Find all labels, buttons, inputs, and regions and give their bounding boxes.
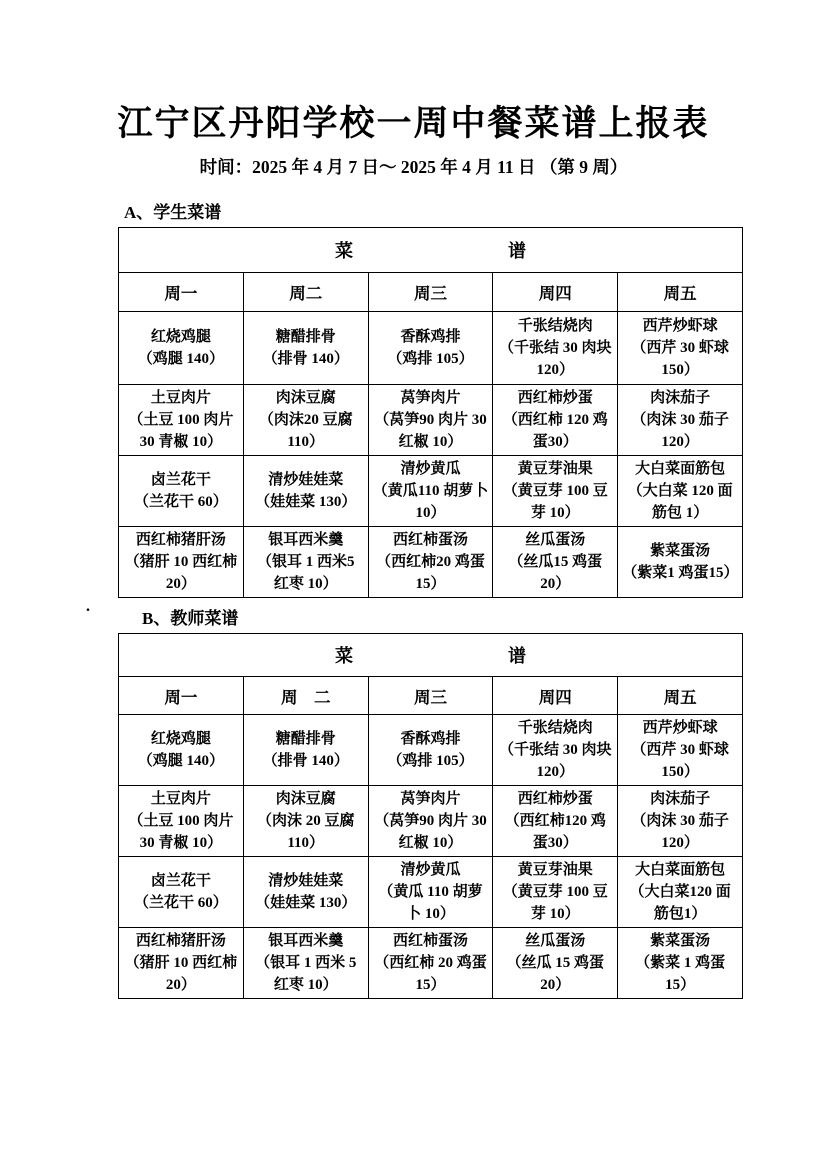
menu-cell [368, 786, 493, 857]
dish-name: 土豆肉片 [150, 791, 211, 807]
dish-name: 香酥鸡排 [400, 731, 461, 747]
menu-title-char-second: 谱 [508, 646, 526, 666]
dish-amount: （排骨 140） [262, 753, 349, 769]
dish-name: 大白菜面筋包 [635, 862, 726, 878]
dish-name: 紫菜蛋汤 [650, 933, 711, 949]
menu-cell [493, 928, 618, 999]
dish-name: 清炒黄瓜 [400, 862, 461, 878]
menu-cell [493, 715, 618, 786]
dish-name: 西红柿猪肝汤 [135, 532, 226, 548]
menu-cell [493, 527, 618, 598]
menu-cell [119, 312, 244, 385]
menu-cell [243, 456, 368, 527]
dish-amount: （西红柿20 鸡蛋 15） [376, 554, 485, 592]
dish-amount: （西芹 30 虾球 150） [631, 340, 729, 378]
dish-amount: （西芹 30 虾球 150） [631, 742, 729, 780]
menu-table [118, 227, 743, 598]
stray-period: . [86, 598, 90, 615]
menu-cell [618, 385, 743, 456]
dish-name: 糖醋排骨 [275, 731, 336, 747]
menu-table-title-cell [119, 634, 743, 677]
menu-cell [368, 715, 493, 786]
dish-name: 清炒娃娃菜 [268, 472, 344, 488]
day-header-2: 周 二 [243, 677, 368, 715]
menu-cell [119, 857, 244, 928]
menu-cell [243, 715, 368, 786]
day-header-5: 周五 [618, 677, 743, 715]
dish-name: 清炒黄瓜 [400, 461, 461, 477]
menu-cell [618, 456, 743, 527]
dish-amount: （紫菜1 鸡蛋15） [622, 565, 739, 581]
menu-cell [618, 786, 743, 857]
menu-table [118, 633, 743, 999]
day-header-2: 周二 [243, 273, 368, 312]
dish-amount: （黄豆芽 100 豆芽 10） [502, 884, 608, 922]
dish-amount: （黄瓜 110 胡萝卜 10） [378, 884, 483, 922]
menu-cell [368, 928, 493, 999]
day-header-4: 周四 [493, 677, 618, 715]
dish-name: 莴笋肉片 [400, 791, 461, 807]
dish-amount: （丝瓜15 鸡蛋20） [508, 554, 603, 592]
dish-amount: （鸡腿 140） [137, 753, 225, 769]
dish-name: 银耳西米羹 [268, 532, 344, 548]
menu-cell [119, 385, 244, 456]
menu-cell [119, 928, 244, 999]
dish-name: 黄豆芽油果 [517, 862, 593, 878]
teacher-menu-table [118, 633, 743, 999]
dish-name: 西红柿猪肝汤 [135, 933, 226, 949]
menu-cell [243, 312, 368, 385]
menu-cell [368, 527, 493, 598]
dish-amount: （肉沫 30 茄子 120） [631, 412, 729, 450]
menu-cell [368, 385, 493, 456]
dish-name: 丝瓜蛋汤 [525, 532, 586, 548]
menu-cell [119, 456, 244, 527]
student-menu-table [118, 227, 743, 598]
dish-amount: （肉沫 30 茄子 120） [631, 813, 729, 851]
menu-cell [243, 527, 368, 598]
dish-amount: （猪肝 10 西红柿 20） [124, 955, 238, 993]
dish-name: 西红柿蛋汤 [392, 532, 468, 548]
dish-name: 卤兰花干 [150, 873, 211, 889]
day-header-4: 周四 [493, 273, 618, 312]
menu-cell [618, 312, 743, 385]
dish-name: 莴笋肉片 [400, 390, 461, 406]
dish-name: 黄豆芽油果 [517, 461, 593, 477]
dish-amount: （千张结 30 肉块 120） [499, 742, 612, 780]
dish-name: 肉沫豆腐 [275, 390, 336, 406]
dish-name: 肉沫茄子 [650, 791, 711, 807]
menu-cell [119, 715, 244, 786]
dish-amount: （土豆 100 肉片 30 青椒 10） [128, 813, 234, 851]
dish-amount: （千张结 30 肉块 120） [499, 340, 612, 378]
menu-cell [493, 857, 618, 928]
dish-amount: （大白菜120 面筋包1） [629, 884, 731, 922]
dish-amount: （西红柿 20 鸡蛋 15） [374, 955, 487, 993]
menu-table-title-cell [119, 228, 743, 273]
menu-cell [493, 456, 618, 527]
dish-name: 西红柿蛋汤 [392, 933, 468, 949]
dish-amount: （银耳 1 西米5 红枣 10） [256, 554, 355, 592]
day-header-1: 周一 [119, 677, 244, 715]
menu-cell [243, 786, 368, 857]
dish-amount: （肉沫 20 豆腐 110） [256, 813, 355, 851]
dish-name: 红烧鸡腿 [150, 731, 211, 747]
menu-cell [618, 928, 743, 999]
dish-name: 紫菜蛋汤 [650, 543, 711, 559]
dish-amount: （肉沫20 豆腐110） [258, 412, 353, 450]
dish-name: 银耳西米羹 [268, 933, 344, 949]
menu-cell [368, 312, 493, 385]
dish-name: 糖醋排骨 [275, 329, 336, 345]
day-header-3: 周三 [368, 677, 493, 715]
menu-cell [493, 312, 618, 385]
menu-cell [618, 715, 743, 786]
dish-amount: （鸡排 105） [387, 753, 474, 769]
page-title: 江宁区丹阳学校一周中餐菜谱上报表 [117, 104, 710, 143]
dish-amount: （土豆 100 肉片 30 青椒 10） [128, 412, 234, 450]
dish-name: 卤兰花干 [150, 472, 211, 488]
dish-name: 清炒娃娃菜 [268, 873, 344, 889]
menu-title-char-first: 菜 [335, 241, 353, 261]
dish-name: 千张结烧肉 [517, 318, 593, 334]
dish-amount: （兰花干 60） [134, 494, 228, 510]
menu-cell [119, 527, 244, 598]
menu-cell [243, 385, 368, 456]
dish-amount: （兰花干 60） [134, 895, 228, 911]
dish-name: 西红柿炒蛋 [517, 390, 593, 406]
menu-cell [243, 857, 368, 928]
menu-cell [618, 857, 743, 928]
dish-amount: （鸡排 105） [387, 351, 474, 367]
dish-amount: （黄瓜110 胡萝卜 10） [372, 483, 489, 521]
day-header-3: 周三 [368, 273, 493, 312]
dish-amount: （娃娃菜 130） [255, 895, 357, 911]
menu-title-char-first: 菜 [335, 646, 353, 666]
dish-name: 肉沫茄子 [650, 390, 711, 406]
dish-amount: （娃娃菜 130） [255, 494, 357, 510]
teacher-menu-heading: B、教师菜谱 [142, 609, 239, 628]
dish-name: 香酥鸡排 [400, 329, 461, 345]
dish-name: 大白菜面筋包 [635, 461, 726, 477]
day-header-5: 周五 [618, 273, 743, 312]
dish-amount: （大白菜 120 面筋包 1） [627, 483, 733, 521]
dish-name: 西红柿炒蛋 [517, 791, 593, 807]
dish-amount: （鸡腿 140） [137, 351, 225, 367]
dish-amount: （黄豆芽 100 豆芽 10） [502, 483, 608, 521]
dish-amount: （莴笋90 肉片 30 红椒 10） [374, 412, 487, 450]
menu-cell [618, 527, 743, 598]
dish-name: 肉沫豆腐 [275, 791, 336, 807]
dish-amount: （丝瓜 15 鸡蛋 20） [506, 955, 605, 993]
dish-name: 土豆肉片 [150, 390, 211, 406]
dish-amount: （银耳 1 西米 5 红枣 10） [255, 955, 357, 993]
dish-amount: （紫菜 1 鸡蛋 15） [635, 955, 726, 993]
dish-name: 西芹炒虾球 [642, 720, 718, 736]
dish-amount: （莴笋90 肉片 30 红椒 10） [374, 813, 487, 851]
dish-name: 红烧鸡腿 [150, 329, 211, 345]
menu-cell [493, 786, 618, 857]
dish-amount: （西红柿 120 鸡蛋30） [502, 412, 608, 450]
date-range-line: 时间：2025 年 4 月 7 日～ 2025 年 4 月 11 日 （第 9 周） [199, 157, 628, 177]
menu-cell [119, 786, 244, 857]
menu-cell [368, 857, 493, 928]
dish-amount: （排骨 140） [262, 351, 349, 367]
dish-name: 西芹炒虾球 [642, 318, 718, 334]
dish-name: 千张结烧肉 [517, 720, 593, 736]
day-header-1: 周一 [119, 273, 244, 312]
menu-cell [368, 456, 493, 527]
dish-amount: （猪肝 10 西红柿 20） [124, 554, 238, 592]
menu-cell [243, 928, 368, 999]
dish-name: 丝瓜蛋汤 [525, 933, 586, 949]
menu-title-char-second: 谱 [508, 241, 526, 261]
dish-amount: （西红柿120 鸡蛋30） [504, 813, 606, 851]
student-menu-heading: A、学生菜谱 [124, 203, 222, 222]
menu-cell [493, 385, 618, 456]
